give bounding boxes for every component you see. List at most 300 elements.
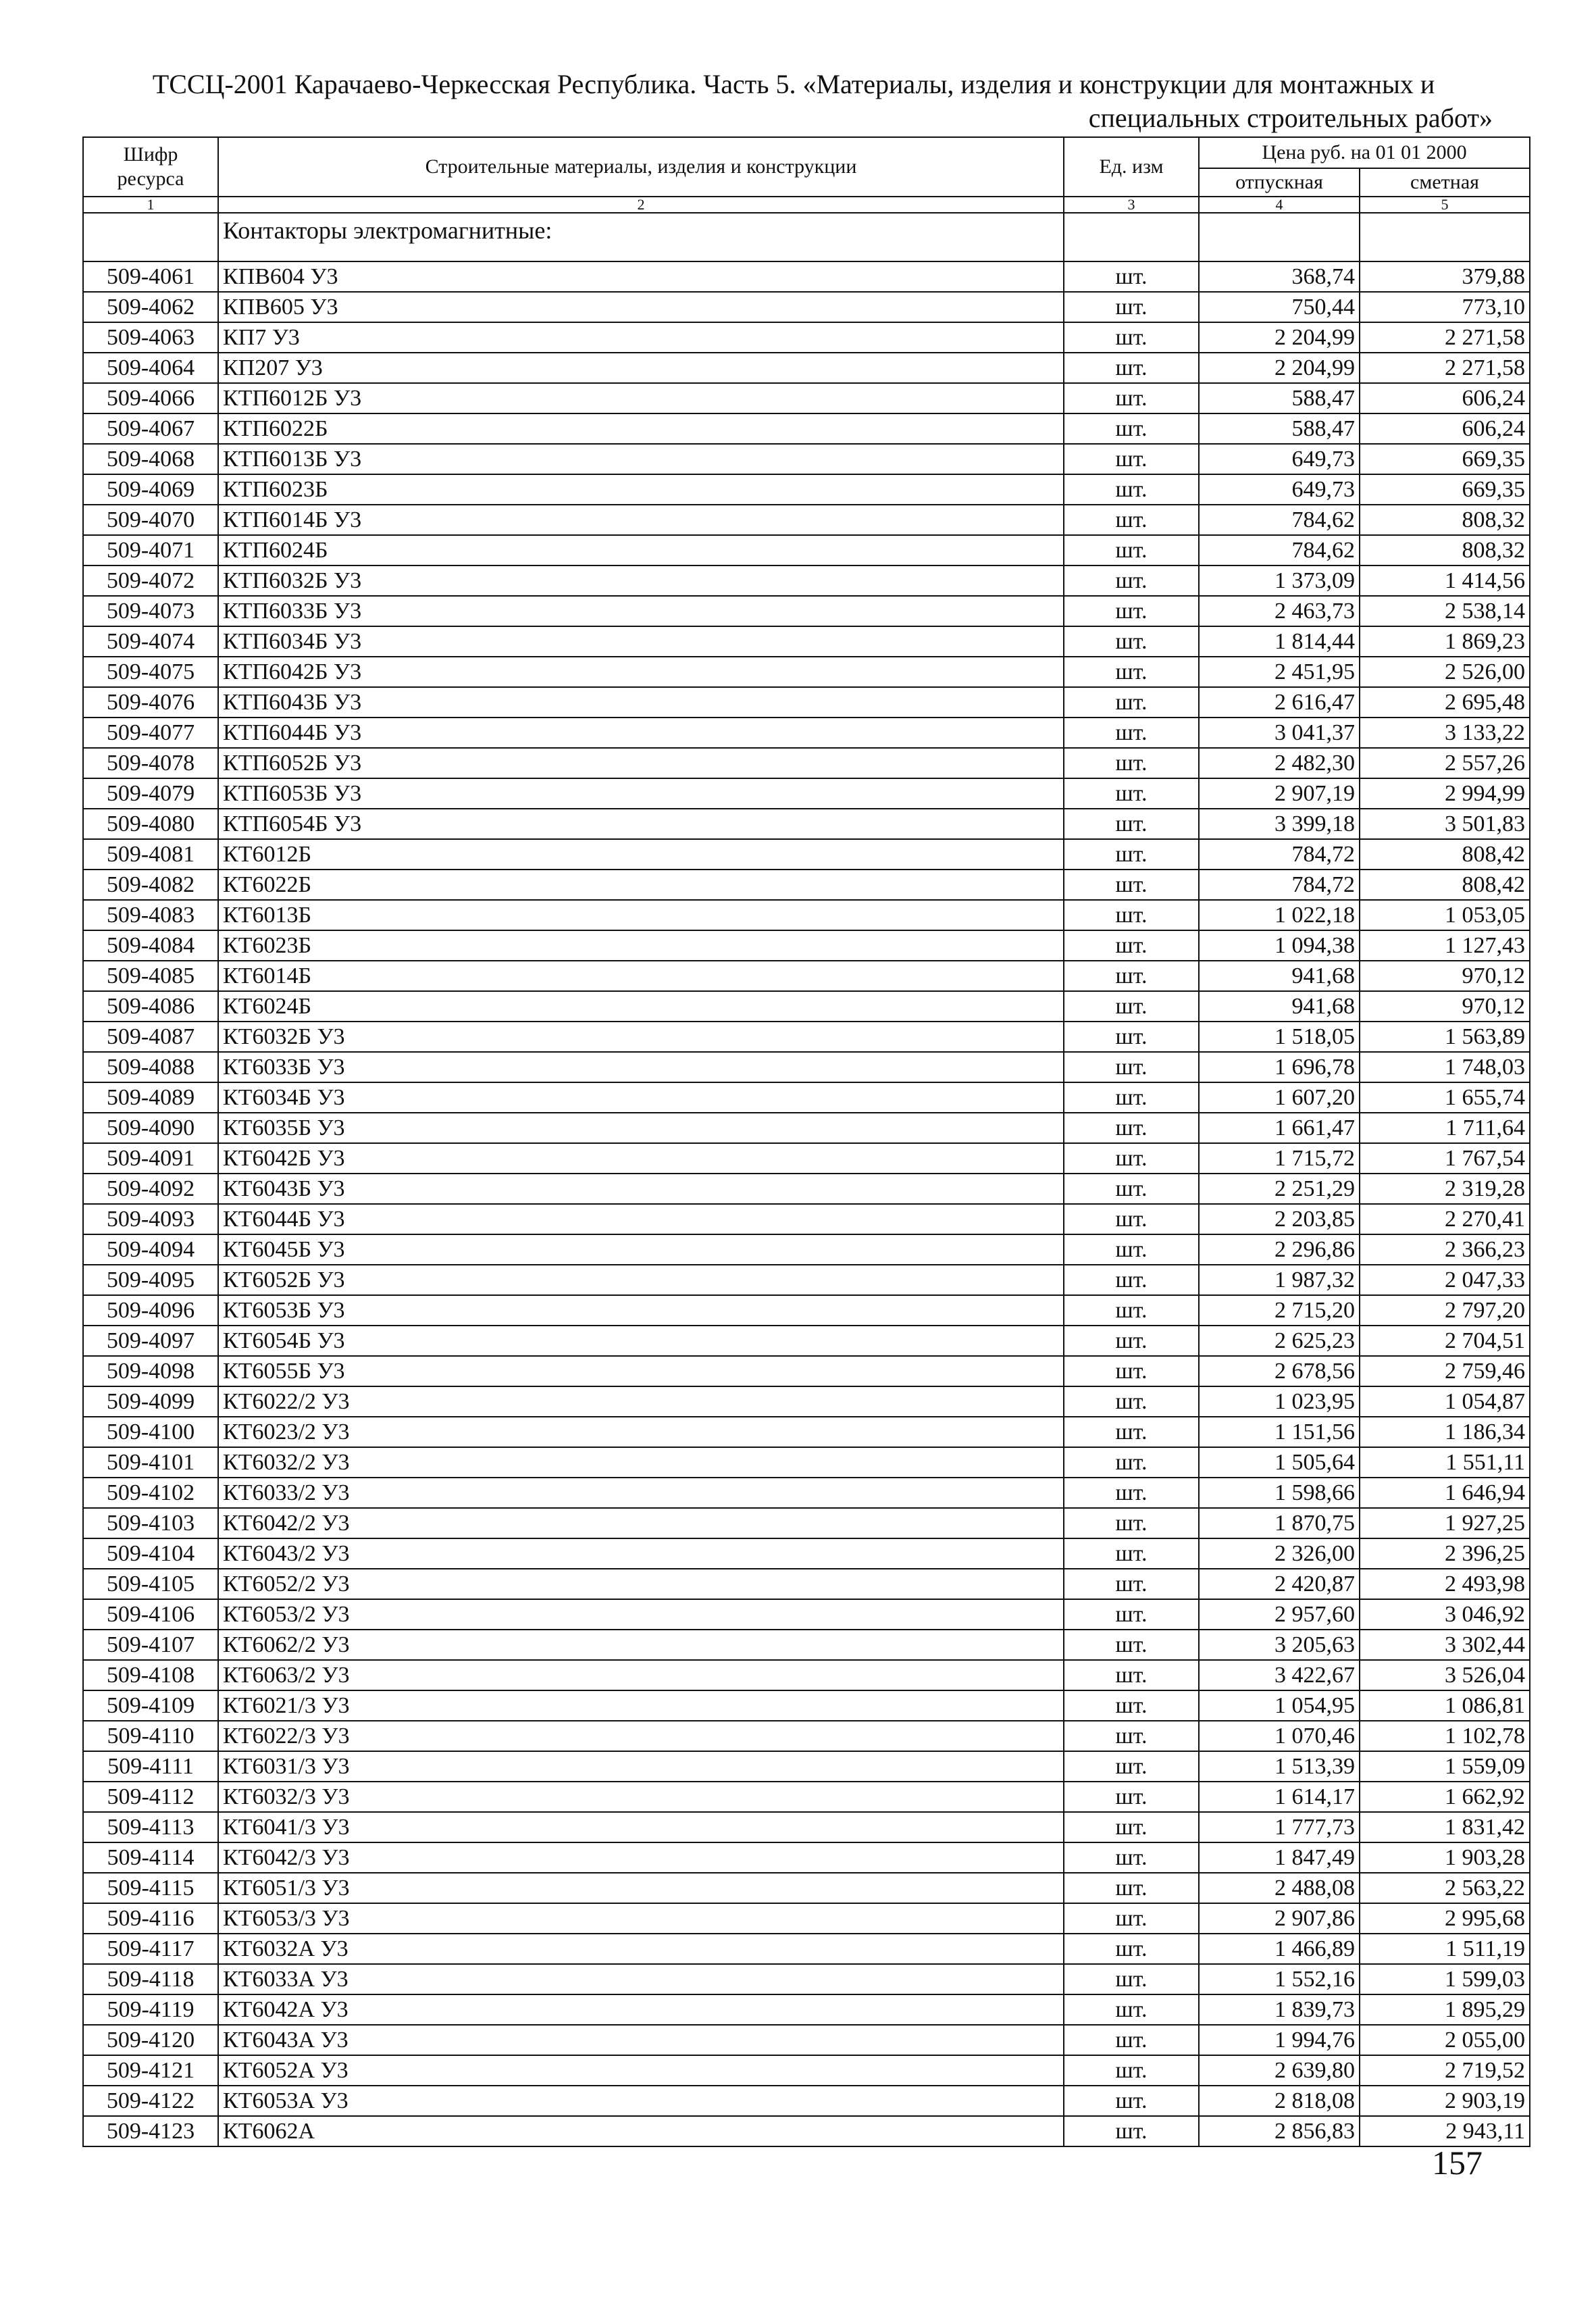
column-number: 3 [1064,197,1199,213]
section-title: Контакторы электромагнитные: [218,213,1064,261]
estimate-price: 808,42 [1360,870,1530,900]
document-header [81,68,1493,135]
release-price: 2 678,56 [1199,1356,1360,1386]
unit-cell: шт. [1064,322,1199,353]
unit-cell: шт. [1064,1599,1199,1630]
table-row [83,1174,1530,1204]
estimate-price: 970,12 [1360,961,1530,991]
table-row [83,1903,1530,1934]
material-name: КТ6041/3 У3 [218,1812,1064,1842]
table-row [83,657,1530,687]
unit-cell: шт. [1064,809,1199,839]
estimate-price: 2 526,00 [1360,657,1530,687]
material-name: КТ6054Б У3 [218,1326,1064,1356]
table-row [83,991,1530,1022]
material-name: КТ6042Б У3 [218,1143,1064,1174]
estimate-price: 1 102,78 [1360,1721,1530,1751]
header-name: Строительные материалы, изделия и конструкции [218,137,1064,197]
table-row [83,1234,1530,1265]
table-row [83,718,1530,748]
unit-cell: шт. [1064,1174,1199,1204]
release-price: 1 054,95 [1199,1690,1360,1721]
resource-code: 509-4117 [83,1934,218,1964]
material-name: КТ6044Б У3 [218,1204,1064,1234]
unit-cell: шт. [1064,839,1199,870]
unit-cell: шт. [1064,626,1199,657]
estimate-price: 379,88 [1360,261,1530,292]
estimate-price: 1 559,09 [1360,1751,1530,1782]
estimate-price: 1 831,42 [1360,1812,1530,1842]
material-name: КТ6032/2 У3 [218,1447,1064,1478]
material-name: КТ6031/3 У3 [218,1751,1064,1782]
release-price: 2 907,86 [1199,1903,1360,1934]
resource-code: 509-4115 [83,1873,218,1903]
estimate-price: 2 493,98 [1360,1569,1530,1599]
resource-code: 509-4079 [83,778,218,809]
material-name: КТП6023Б [218,474,1064,505]
estimate-price: 2 943,11 [1360,2116,1530,2146]
unit-cell: шт. [1064,1842,1199,1873]
table-row [83,444,1530,474]
resource-code: 509-4080 [83,809,218,839]
unit-cell: шт. [1064,778,1199,809]
unit-cell: шт. [1064,535,1199,565]
estimate-price: 1 127,43 [1360,930,1530,961]
material-name: КТ6043/2 У3 [218,1538,1064,1569]
estimate-price: 2 719,52 [1360,2055,1530,2086]
header-unit: Ед. изм [1064,137,1199,197]
material-name: КТ6052А У3 [218,2055,1064,2086]
resource-code: 509-4095 [83,1265,218,1295]
resource-code: 509-4094 [83,1234,218,1265]
material-name: КТ6014Б [218,961,1064,991]
unit-cell: шт. [1064,1113,1199,1143]
resource-code: 509-4116 [83,1903,218,1934]
release-price: 2 616,47 [1199,687,1360,718]
unit-cell: шт. [1064,596,1199,626]
release-price: 1 023,95 [1199,1386,1360,1417]
unit-cell: шт. [1064,474,1199,505]
material-name: КТ6035Б У3 [218,1113,1064,1143]
resource-code: 509-4074 [83,626,218,657]
estimate-price: 1 599,03 [1360,1964,1530,1994]
unit-cell: шт. [1064,1478,1199,1508]
resource-code: 509-4110 [83,1721,218,1751]
resource-code: 509-4083 [83,900,218,930]
unit-cell: шт. [1064,261,1199,292]
unit-cell: шт. [1064,1295,1199,1326]
material-name: КТП6014Б У3 [218,505,1064,535]
resource-code: 509-4063 [83,322,218,353]
unit-cell: шт. [1064,444,1199,474]
release-price: 1 513,39 [1199,1751,1360,1782]
resource-code: 509-4088 [83,1052,218,1082]
release-price: 941,68 [1199,961,1360,991]
resource-code: 509-4068 [83,444,218,474]
unit-cell: шт. [1064,1660,1199,1690]
table-row [83,1873,1530,1903]
material-name: КТП6053Б У3 [218,778,1064,809]
unit-cell: шт. [1064,687,1199,718]
estimate-price: 1 053,05 [1360,900,1530,930]
header-line-1: ТССЦ-2001 Карачаево-Черкесская Республика. Часть 5. «Материалы, изделия и конструкции для монтажных и [152,69,1435,99]
resource-code: 509-4107 [83,1630,218,1660]
resource-code: 509-4100 [83,1417,218,1447]
resource-code: 509-4103 [83,1508,218,1538]
material-name: КТ6032Б У3 [218,1022,1064,1052]
release-price: 1 839,73 [1199,1994,1360,2025]
table-row [83,565,1530,596]
release-price: 1 070,46 [1199,1721,1360,1751]
estimate-price: 1 655,74 [1360,1082,1530,1113]
material-name: КТ6052/2 У3 [218,1569,1064,1599]
material-name: КТ6023Б [218,930,1064,961]
table-row [83,839,1530,870]
table-row [83,596,1530,626]
estimate-price: 2 994,99 [1360,778,1530,809]
unit-cell: шт. [1064,1964,1199,1994]
table-row [83,778,1530,809]
header-code: Шифр ресурса [83,137,218,197]
resource-code: 509-4091 [83,1143,218,1174]
table-row [83,1782,1530,1812]
release-price: 649,73 [1199,444,1360,474]
release-price: 2 251,29 [1199,1174,1360,1204]
unit-cell: шт. [1064,1934,1199,1964]
estimate-price: 2 759,46 [1360,1356,1530,1386]
table-row [83,1417,1530,1447]
unit-cell: шт. [1064,1569,1199,1599]
unit-cell: шт. [1064,1721,1199,1751]
resource-code: 509-4061 [83,261,218,292]
material-name: КТ6022/2 У3 [218,1386,1064,1417]
material-name: КТП6032Б У3 [218,565,1064,596]
unit-cell: шт. [1064,2086,1199,2116]
table-row [83,1295,1530,1326]
estimate-price: 3 046,92 [1360,1599,1530,1630]
resource-code: 509-4106 [83,1599,218,1630]
resource-code: 509-4114 [83,1842,218,1873]
estimate-price: 2 047,33 [1360,1265,1530,1295]
unit-cell: шт. [1064,1386,1199,1417]
release-price: 2 625,23 [1199,1326,1360,1356]
header-price: Цена руб. на 01 01 2000 [1199,137,1530,168]
unit-cell: шт. [1064,1265,1199,1295]
release-price: 1 094,38 [1199,930,1360,961]
resource-code: 509-4109 [83,1690,218,1721]
material-name: КТ6042/3 У3 [218,1842,1064,1873]
estimate-price: 1 767,54 [1360,1143,1530,1174]
material-name: КТ6062/2 У3 [218,1630,1064,1660]
unit-cell: шт. [1064,1447,1199,1478]
estimate-price: 1 748,03 [1360,1052,1530,1082]
table-row [83,1964,1530,1994]
material-name: КТ6043Б У3 [218,1174,1064,1204]
material-name: КТП6022Б [218,413,1064,444]
table-row [83,1751,1530,1782]
table-row [83,1569,1530,1599]
release-price: 2 957,60 [1199,1599,1360,1630]
unit-cell: шт. [1064,1234,1199,1265]
material-name: КТ6051/3 У3 [218,1873,1064,1903]
unit-cell: шт. [1064,505,1199,535]
unit-cell: шт. [1064,1356,1199,1386]
resource-code: 509-4112 [83,1782,218,1812]
resource-code: 509-4073 [83,596,218,626]
release-price: 3 205,63 [1199,1630,1360,1660]
resource-code: 509-4087 [83,1022,218,1052]
estimate-price: 2 270,41 [1360,1204,1530,1234]
resource-code: 509-4120 [83,2025,218,2055]
estimate-price: 2 055,00 [1360,2025,1530,2055]
table-row [83,1934,1530,1964]
material-name: КТ6055Б У3 [218,1356,1064,1386]
material-name: КТ6022Б [218,870,1064,900]
resource-code: 509-4101 [83,1447,218,1478]
material-name: КТ6053/3 У3 [218,1903,1064,1934]
unit-cell: шт. [1064,1903,1199,1934]
resource-code: 509-4069 [83,474,218,505]
material-name: КТ6045Б У3 [218,1234,1064,1265]
estimate-price: 1 054,87 [1360,1386,1530,1417]
estimate-price: 1 903,28 [1360,1842,1530,1873]
resource-code: 509-4099 [83,1386,218,1417]
unit-cell: шт. [1064,930,1199,961]
material-name: КТП6052Б У3 [218,748,1064,778]
estimate-price: 1 646,94 [1360,1478,1530,1508]
resource-code: 509-4062 [83,292,218,322]
resource-code: 509-4108 [83,1660,218,1690]
resource-code: 509-4097 [83,1326,218,1356]
column-number: 2 [218,197,1064,213]
material-name: КТ6053/2 У3 [218,1599,1064,1630]
table-row [83,1721,1530,1751]
release-price: 2 856,83 [1199,2116,1360,2146]
resource-code: 509-4092 [83,1174,218,1204]
estimate-price: 1 711,64 [1360,1113,1530,1143]
estimate-price: 2 797,20 [1360,1295,1530,1326]
table-row [83,1660,1530,1690]
resource-code: 509-4072 [83,565,218,596]
estimate-price: 970,12 [1360,991,1530,1022]
estimate-price: 669,35 [1360,444,1530,474]
resource-code: 509-4119 [83,1994,218,2025]
estimate-price: 2 396,25 [1360,1538,1530,1569]
material-name: КТП6033Б У3 [218,596,1064,626]
material-name: КТ6063/2 У3 [218,1660,1064,1690]
material-name: КТ6052Б У3 [218,1265,1064,1295]
unit-cell: шт. [1064,353,1199,383]
material-name: КТ6053А У3 [218,2086,1064,2116]
material-name: КТ6042/2 У3 [218,1508,1064,1538]
unit-cell: шт. [1064,1538,1199,1569]
material-name: КТ6062А [218,2116,1064,2146]
estimate-price: 2 704,51 [1360,1326,1530,1356]
table-row [83,1478,1530,1508]
table-row [83,1538,1530,1569]
material-name: КТП6044Б У3 [218,718,1064,748]
estimate-price: 1 186,34 [1360,1417,1530,1447]
unit-cell: шт. [1064,1690,1199,1721]
estimate-price: 2 903,19 [1360,2086,1530,2116]
release-price: 1 505,64 [1199,1447,1360,1478]
release-price: 1 994,76 [1199,2025,1360,2055]
estimate-price: 1 551,11 [1360,1447,1530,1478]
estimate-price: 2 557,26 [1360,748,1530,778]
estimate-price: 2 538,14 [1360,596,1530,626]
estimate-price: 2 695,48 [1360,687,1530,718]
material-name: КТП6012Б У3 [218,383,1064,413]
release-price: 784,72 [1199,870,1360,900]
release-price: 1 151,56 [1199,1417,1360,1447]
table-row [83,292,1530,322]
estimate-price: 1 414,56 [1360,565,1530,596]
header-line-2: специальных строительных работ» [1088,103,1493,133]
table-row [83,261,1530,292]
material-name: КТ6033/2 У3 [218,1478,1064,1508]
unit-cell: шт. [1064,383,1199,413]
estimate-price: 2 366,23 [1360,1234,1530,1265]
estimate-price: 1 927,25 [1360,1508,1530,1538]
table-row [83,1143,1530,1174]
release-price: 3 399,18 [1199,809,1360,839]
resource-code: 509-4104 [83,1538,218,1569]
table-row [83,1326,1530,1356]
resource-code: 509-4085 [83,961,218,991]
resource-code: 509-4102 [83,1478,218,1508]
table-row [83,748,1530,778]
unit-cell: шт. [1064,1143,1199,1174]
release-price: 2 204,99 [1199,322,1360,353]
estimate-price: 1 563,89 [1360,1022,1530,1052]
material-name: КТП6034Б У3 [218,626,1064,657]
material-name: КТ6013Б [218,900,1064,930]
release-price: 368,74 [1199,261,1360,292]
unit-cell: шт. [1064,718,1199,748]
table-row [83,1386,1530,1417]
section-row [83,213,1530,261]
material-name: КПВ604 У3 [218,261,1064,292]
estimate-price: 2 563,22 [1360,1873,1530,1903]
resource-code: 509-4089 [83,1082,218,1113]
estimate-price: 1 511,19 [1360,1934,1530,1964]
table-row [83,961,1530,991]
table-row [83,2025,1530,2055]
release-price: 2 639,80 [1199,2055,1360,2086]
release-price: 2 715,20 [1199,1295,1360,1326]
release-price: 1 847,49 [1199,1842,1360,1873]
unit-cell: шт. [1064,2025,1199,2055]
unit-cell: шт. [1064,292,1199,322]
resource-code: 509-4078 [83,748,218,778]
estimate-price: 808,32 [1360,505,1530,535]
material-name: КТП6042Б У3 [218,657,1064,687]
resource-code: 509-4123 [83,2116,218,2146]
resource-code: 509-4121 [83,2055,218,2086]
material-name: КТ6033А У3 [218,1964,1064,1994]
estimate-price: 1 662,92 [1360,1782,1530,1812]
table-row [83,383,1530,413]
resource-code: 509-4064 [83,353,218,383]
release-price: 1 661,47 [1199,1113,1360,1143]
release-price: 588,47 [1199,383,1360,413]
unit-cell: шт. [1064,1022,1199,1052]
page-number: 157 [1432,2144,1483,2182]
release-price: 588,47 [1199,413,1360,444]
release-price: 2 451,95 [1199,657,1360,687]
unit-cell: шт. [1064,1204,1199,1234]
table-row [83,1630,1530,1660]
unit-cell: шт. [1064,1326,1199,1356]
release-price: 1 022,18 [1199,900,1360,930]
estimate-price: 808,42 [1360,839,1530,870]
resource-code: 509-4077 [83,718,218,748]
material-name: КТ6032/3 У3 [218,1782,1064,1812]
column-number: 1 [83,197,218,213]
table-row [83,1022,1530,1052]
unit-cell: шт. [1064,1630,1199,1660]
resource-code: 509-4082 [83,870,218,900]
resource-code: 509-4070 [83,505,218,535]
unit-cell: шт. [1064,991,1199,1022]
resource-code: 509-4075 [83,657,218,687]
unit-cell: шт. [1064,657,1199,687]
column-number: 4 [1199,197,1360,213]
release-price: 2 326,00 [1199,1538,1360,1569]
table-row [83,809,1530,839]
estimate-price: 3 501,83 [1360,809,1530,839]
unit-cell: шт. [1064,870,1199,900]
table-row [83,1052,1530,1082]
unit-cell: шт. [1064,1812,1199,1842]
release-price: 2 204,99 [1199,353,1360,383]
release-price: 1 814,44 [1199,626,1360,657]
material-name: КТ6021/3 У3 [218,1690,1064,1721]
release-price: 1 987,32 [1199,1265,1360,1295]
material-name: КТ6032А У3 [218,1934,1064,1964]
table-row [83,2055,1530,2086]
material-name: КТ6022/3 У3 [218,1721,1064,1751]
unit-cell: шт. [1064,1052,1199,1082]
material-name: КТ6043А У3 [218,2025,1064,2055]
material-name: КТ6042А У3 [218,1994,1064,2025]
material-name: КТП6024Б [218,535,1064,565]
resource-code: 509-4081 [83,839,218,870]
resource-code: 509-4076 [83,687,218,718]
unit-cell: шт. [1064,2116,1199,2146]
resource-code: 509-4067 [83,413,218,444]
estimate-price: 2 995,68 [1360,1903,1530,1934]
release-price: 1 598,66 [1199,1478,1360,1508]
estimate-price: 808,32 [1360,535,1530,565]
estimate-price: 2 271,58 [1360,353,1530,383]
unit-cell: шт. [1064,413,1199,444]
release-price: 1 614,17 [1199,1782,1360,1812]
table-row [83,1994,1530,2025]
unit-cell: шт. [1064,1782,1199,1812]
table-row [83,1842,1530,1873]
release-price: 784,62 [1199,505,1360,535]
table-row [83,870,1530,900]
unit-cell: шт. [1064,1994,1199,2025]
estimate-price: 1 086,81 [1360,1690,1530,1721]
resource-code: 509-4122 [83,2086,218,2116]
estimate-price: 606,24 [1360,413,1530,444]
table-row [83,1599,1530,1630]
table-row [83,353,1530,383]
estimate-price: 606,24 [1360,383,1530,413]
release-price: 784,62 [1199,535,1360,565]
